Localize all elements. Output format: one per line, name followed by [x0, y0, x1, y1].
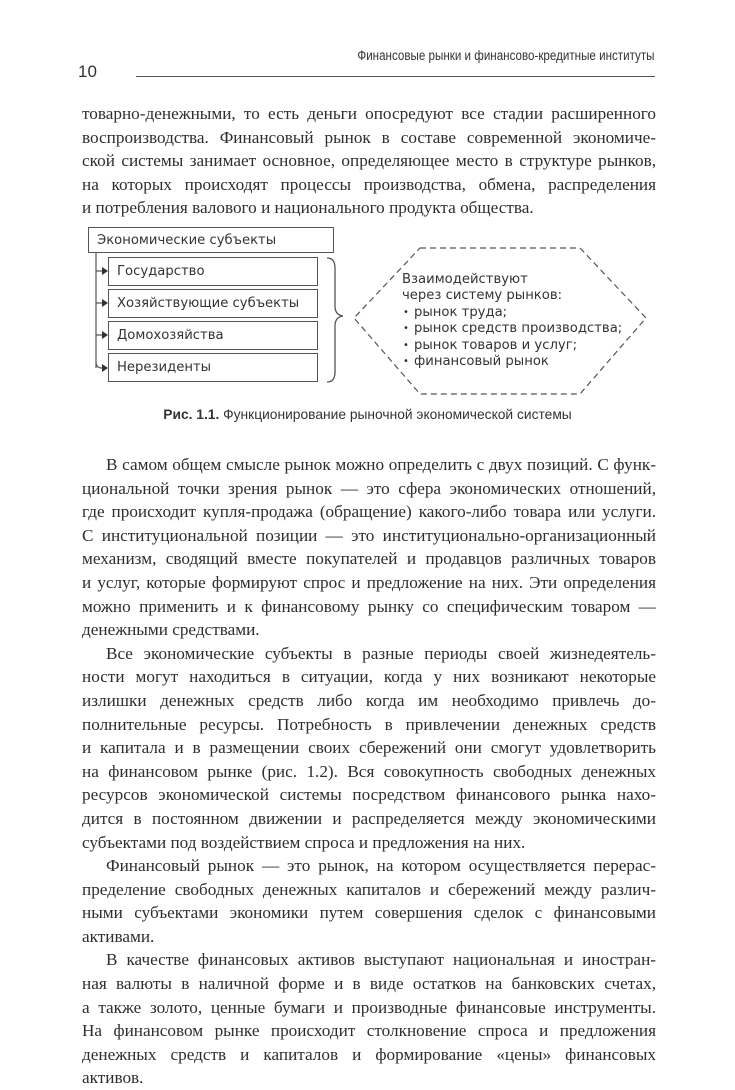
caption-text: Функционирование рыночной экономической системы [219, 407, 572, 422]
hexagon-heading: через систему рынков: [402, 288, 563, 304]
arrow-icon [96, 362, 108, 372]
hexagon-heading: Взаимодействуют [402, 272, 528, 287]
figure-caption [0, 407, 735, 422]
text-line: субъектами под воздействием спроса и предложения на них. [82, 832, 526, 852]
box-label: Экономические субъекты [97, 232, 277, 248]
text-line: и потребления валового и национального продукта общества. [82, 198, 534, 218]
paragraph [82, 642, 656, 854]
text-line: пределение свободных денежных капиталов и сбережений между различ- [82, 879, 656, 899]
market-label: рынок товаров и услуг; [414, 337, 578, 353]
bullet-icon: • [403, 306, 409, 318]
text-line: полнительные ресурсы. Потребность в привлечении денежных средств [82, 714, 656, 734]
text-line: Все экономические субъекты в разные периоды своей жизнедеятель- [106, 643, 656, 663]
market-label: рынок труда; [414, 304, 508, 320]
text-line: активами. [82, 926, 155, 946]
text-line: механизм, сводящий вместе покупателей и продавцов различных товаров [82, 549, 656, 569]
text-line: и капитала и в размещении своих сбережений они смогут удовлетворить [82, 738, 656, 758]
main-text [82, 453, 656, 1090]
text-line: на которых происходят процессы производства, обмена, распределения [82, 174, 656, 194]
box-label: Домохозяйства [117, 328, 224, 343]
running-title: Финансовые рынки и финансово-кредитные институты [357, 48, 655, 63]
subject-box-nonresidents [108, 353, 318, 382]
figure-1-1 [0, 0, 735, 440]
text-line: на финансовом рынке (рис. 1.2). Вся совокупность свободных денежных [82, 761, 656, 781]
subject-box-state [108, 257, 318, 286]
text-line: дится в постоянном движении и распределяется между экономическими [82, 808, 656, 828]
market-list-item [402, 321, 622, 337]
text-line: На финансовом рынке происходит столкновение спроса и предложения [82, 1021, 656, 1041]
text-line: товарно-денежными, то есть деньги опосредуют все стадии расширенного [82, 104, 656, 123]
text-line: активов. [82, 1068, 144, 1088]
arrow-icon [96, 299, 108, 307]
economic-subjects-box [88, 227, 334, 253]
page-number: 10 [78, 62, 97, 81]
paragraph [82, 453, 656, 642]
text-line: ской системы занимает основное, определяющее место в структуре рынков, [82, 151, 656, 171]
text-line: ная валюты в наличной форме и в виде остатков на банковских счетах, [82, 974, 656, 994]
text-line: денежных средств и капиталов и формирование «цены» финансовых [82, 1044, 656, 1064]
text-line: и услуг, которые формируют спрос и предложение на них. Эти определения [82, 572, 656, 592]
text-line: где происходит купля-продажа (обращение) какого-либо товара или услуги. [82, 502, 656, 522]
text-line: Финансовый рынок — это рынок, на котором осуществляется перерас- [106, 856, 656, 876]
markets-interaction-text [402, 272, 622, 370]
bullet-icon: • [403, 339, 409, 351]
text-line: циональной точки зрения рынок — это сфера экономических отношений, [82, 478, 656, 498]
box-label: Нерезиденты [117, 360, 212, 375]
curly-brace-icon [327, 258, 343, 382]
box-label: Государство [117, 264, 205, 279]
text-line: ресурсов экономической системы посредством финансового рынка нахо- [82, 785, 656, 805]
bullet-icon: • [403, 356, 409, 368]
text-line: денежными средствами. [82, 620, 260, 640]
market-list-item [402, 338, 622, 354]
market-list-item [402, 305, 622, 321]
bullet-icon: • [403, 323, 409, 335]
market-label: рынок средств производства; [414, 321, 623, 337]
box-label: Хозяйствующие субъекты [117, 296, 300, 311]
arrow-icon [96, 331, 108, 339]
caption-label: Рис. 1.1. [163, 407, 220, 422]
subject-box-businesses [108, 289, 318, 318]
text-line: излишки денежных средств либо когда им необходимо привлечь до- [82, 690, 656, 710]
market-list-item [402, 354, 622, 370]
text-line: ными субъектами экономики путем совершения сделок с финансовыми [82, 903, 656, 923]
market-label: финансовый рынок [414, 354, 549, 370]
paragraph [82, 854, 656, 948]
text-line: воспроизводства. Финансовый рынок в составе современной экономиче- [82, 127, 656, 147]
text-line: можно применить и к финансовому рынку со специфическим товаром — [82, 596, 656, 616]
text-line: В самом общем смысле рынок можно определить с двух позиций. С функ- [106, 455, 656, 474]
text-line: ности могут находиться в ситуации, когда у них возникают некоторые [82, 667, 656, 687]
text-line: В качестве финансовых активов выступают национальная и иностран- [106, 950, 656, 970]
text-line: С институциональной позиции — это институционально-организационный [82, 525, 656, 545]
text-line: а также золото, ценные бумаги и производные финансовые инструменты. [82, 997, 656, 1017]
subject-box-households [108, 321, 318, 350]
arrow-icon [96, 267, 108, 275]
paragraph [82, 948, 656, 1090]
